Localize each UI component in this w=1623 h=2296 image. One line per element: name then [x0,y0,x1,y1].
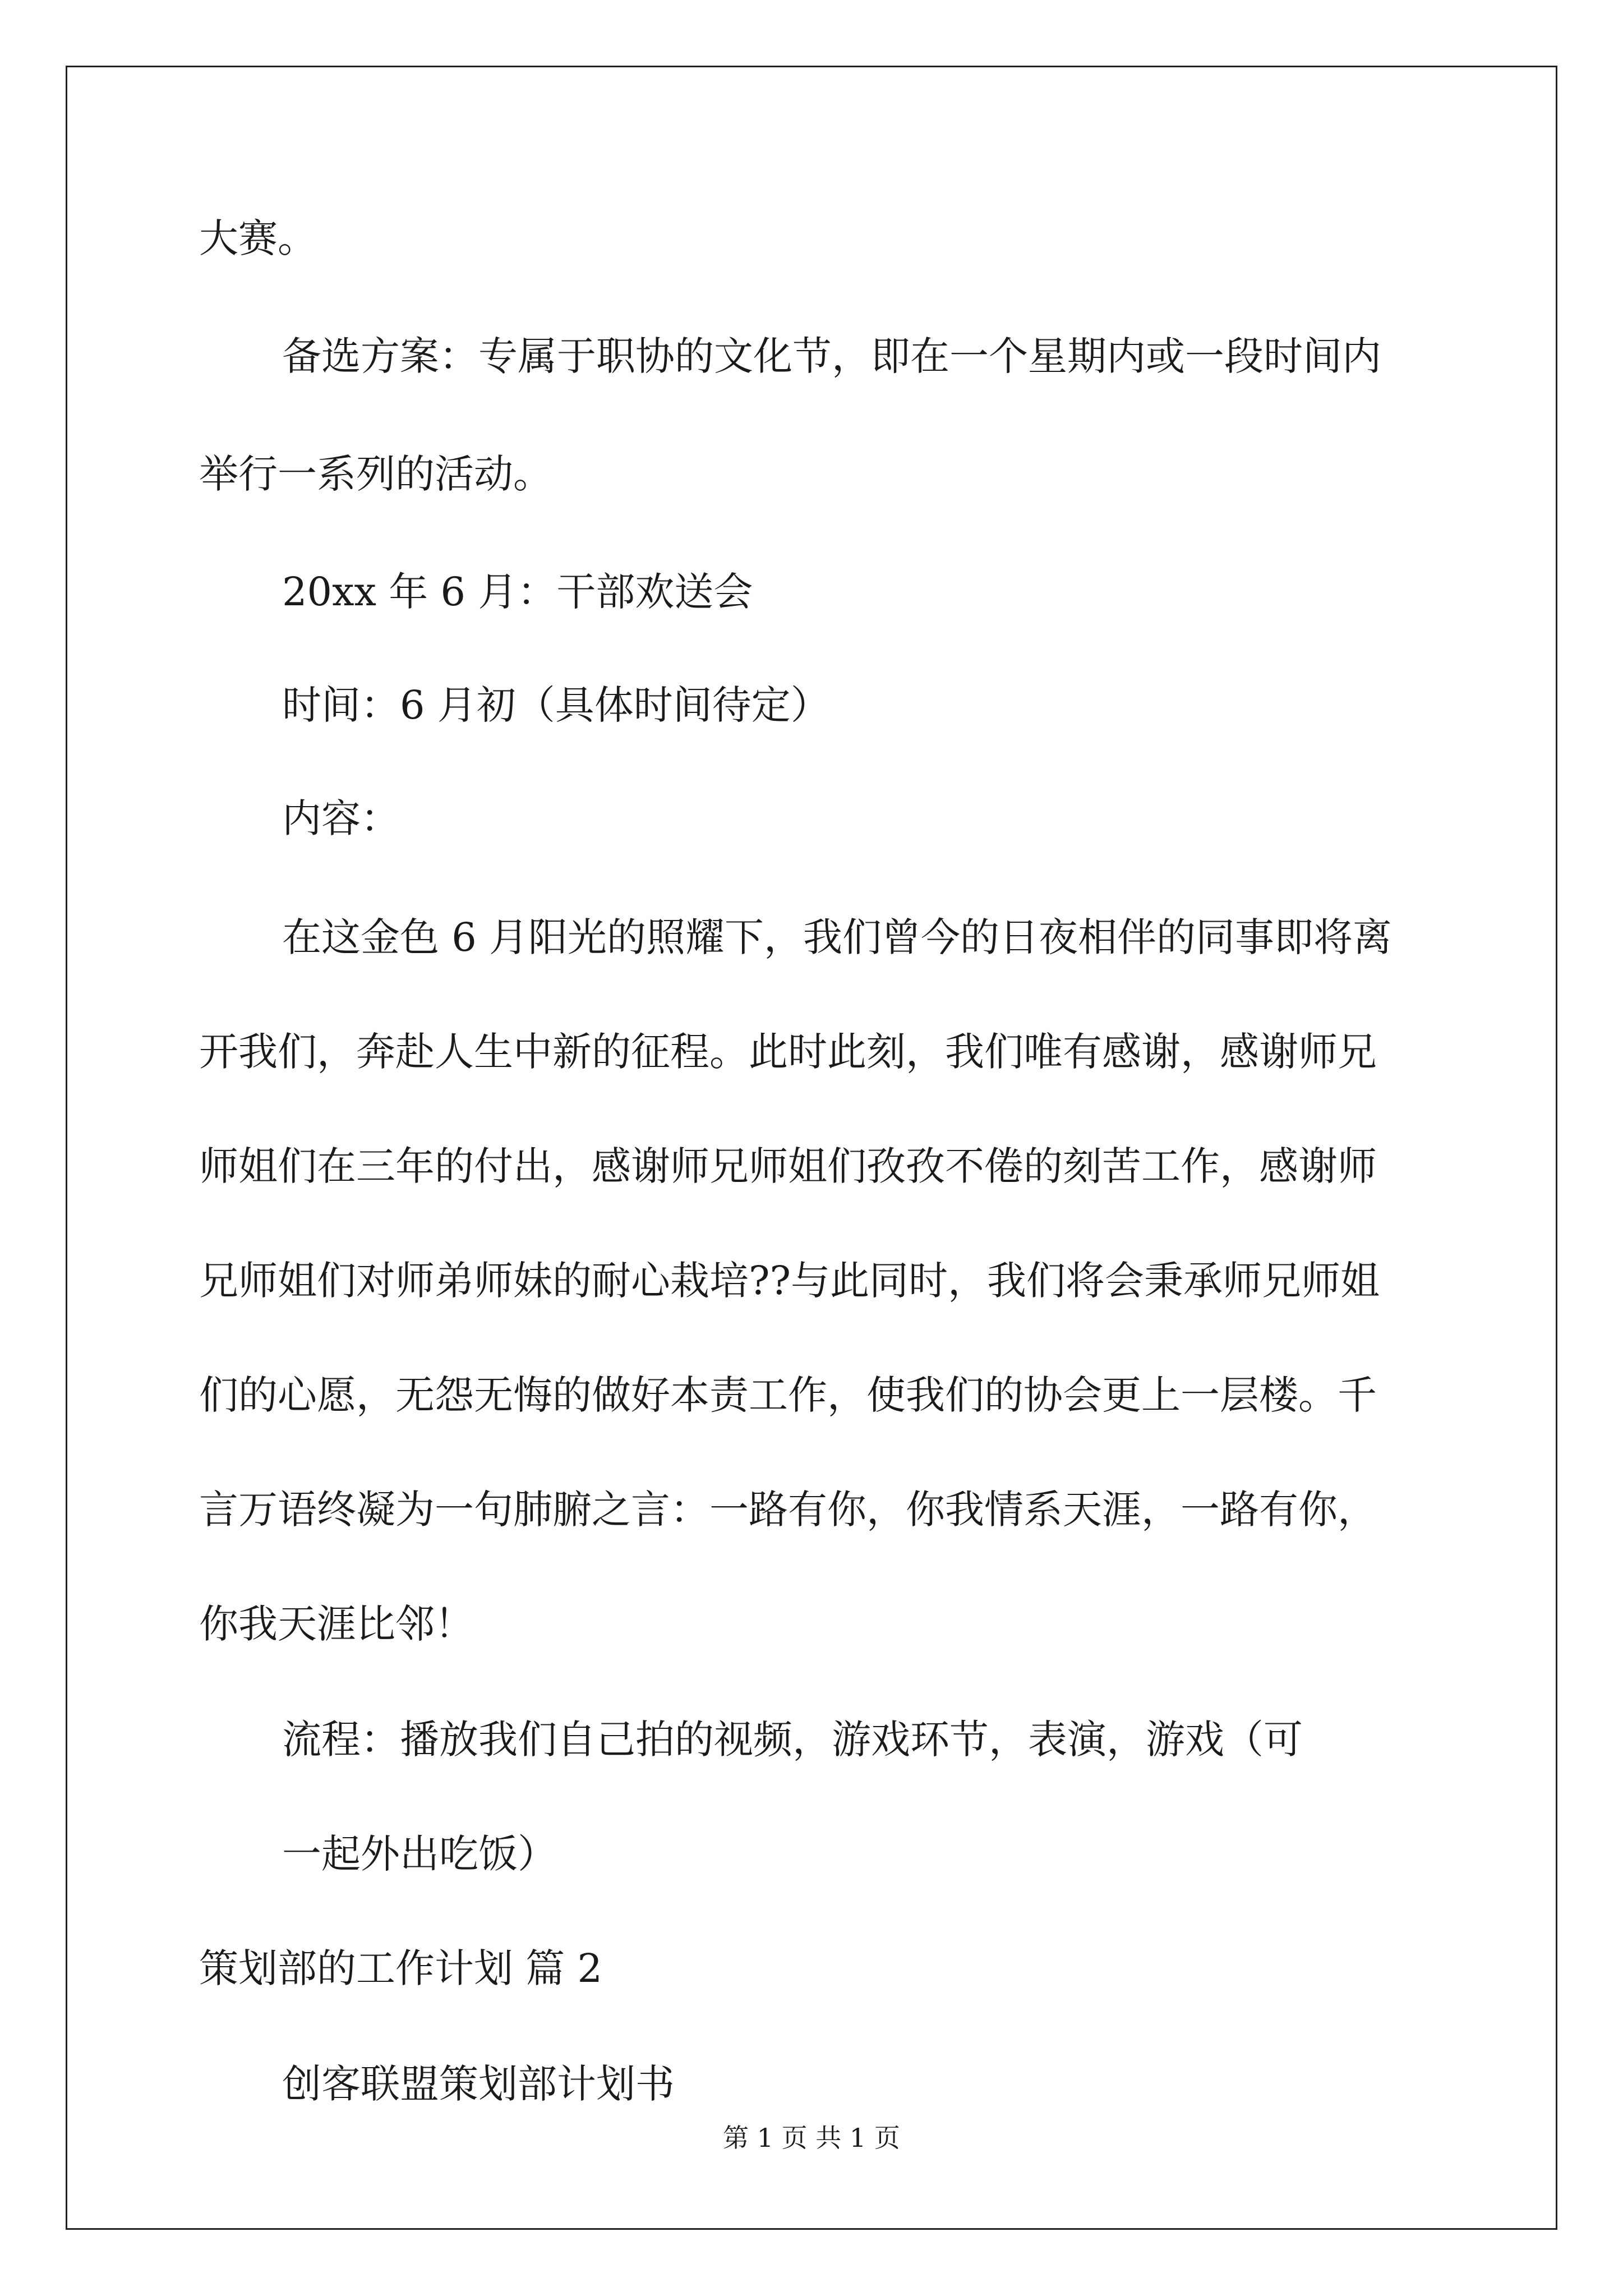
text-line-5: 时间：6 月初（具体时间待定） [282,682,830,728]
text-line-14: 流程：播放我们自己拍的视频，游戏环节，表演，游戏（可 [282,1717,1303,1763]
text-line-15: 一起外出吃饭） [282,1831,557,1877]
text-line-13: 你我天涯比邻！ [199,1601,474,1647]
text-line-12: 言万语终凝为一句肺腑之言：一路有你，你我情系天涯，一路有你， [199,1487,1377,1533]
text-line-8: 开我们，奔赴人生中新的征程。此时此刻，我们唯有感谢，感谢师兄 [199,1029,1377,1075]
page-footer: 第 1 页 共 1 页 [723,2123,900,2153]
section-heading: 策划部的工作计划 篇 2 [199,1945,603,1991]
text-line-4: 20xx 年 6 月：干部欢送会 [282,569,753,615]
text-line-10: 兄师姐们对师弟师妹的耐心栽培??与此同时，我们将会秉承师兄师姐 [199,1258,1380,1304]
text-line-17: 创客联盟策划部计划书 [282,2061,675,2107]
text-line-6: 内容： [282,795,400,841]
text-line-11: 们的心愿，无怨无悔的做好本责工作，使我们的协会更上一层楼。千 [199,1372,1377,1418]
text-line-9: 师姐们在三年的付出，感谢师兄师姐们孜孜不倦的刻苦工作，感谢师 [199,1143,1377,1189]
text-line-7: 在这金色 6 月阳光的照耀下，我们曾今的日夜相伴的同事即将离 [282,914,1393,960]
text-line-2: 备选方案：专属于职协的文化节，即在一个星期内或一段时间内 [282,333,1381,379]
text-line-1: 大赛。 [199,215,317,261]
text-line-3: 举行一系列的活动。 [199,451,552,497]
